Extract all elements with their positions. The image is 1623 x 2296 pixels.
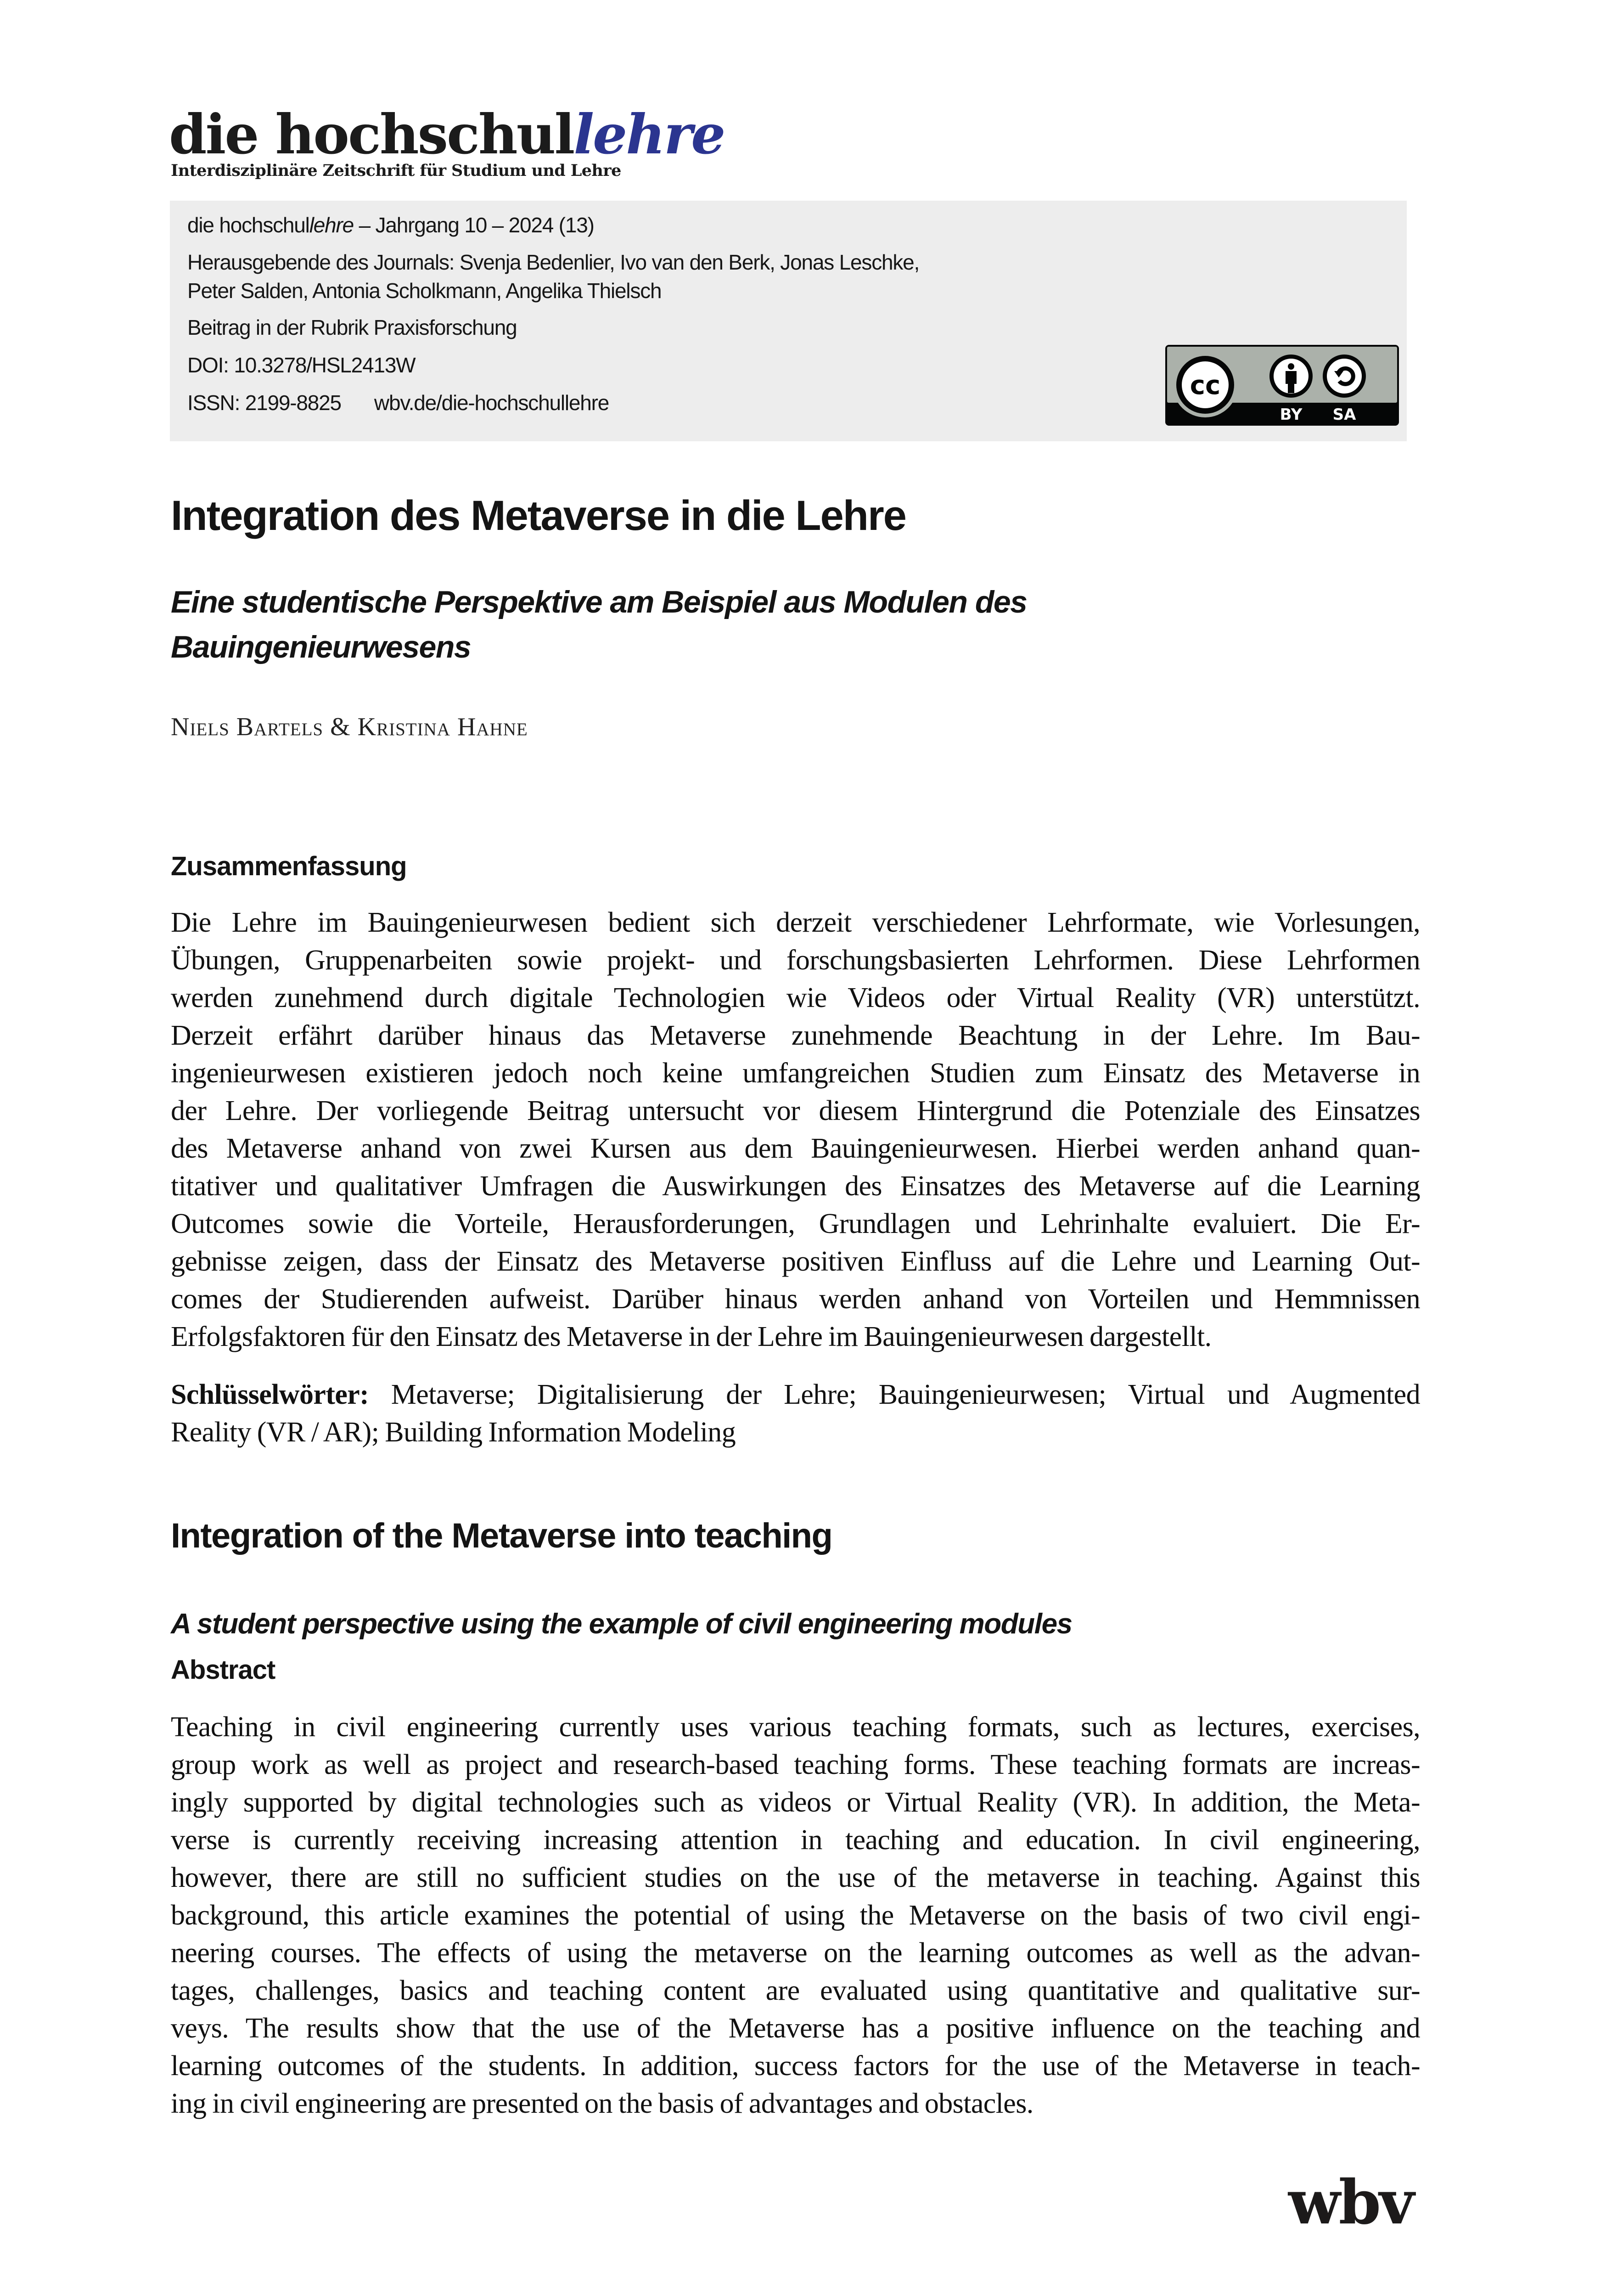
share-alike-icon — [1323, 355, 1366, 398]
text-line: tages, challenges, basics and teaching content are evaluated using quantitative and qualitative sur- — [171, 1975, 1420, 2006]
text-line: Übungen, Gruppenarbeiten sowie projekt- und forschungsbasierten Lehrformen. Diese Lehrformen — [171, 945, 1420, 976]
text-line: der Lehre. Der vorliegende Beitrag untersucht vor diesem Hintergrund die Potenziale des Einsatzes — [171, 1095, 1420, 1126]
text-line: neering courses. The effects of using the metaverse on the learning outcomes as well as the advan- — [171, 1937, 1420, 1969]
text-line: however, there are still no sufficient studies on the use of the metaverse in teaching. Against this — [171, 1862, 1420, 1893]
text-line: verse is currently receiving increasing attention in teaching and education. In civil engineering, — [171, 1824, 1420, 1856]
masthead-title-main: die hochschul — [169, 102, 574, 166]
zusammenfassung-text — [171, 904, 1420, 1356]
keywords-label: Schlüsselwörter: — [171, 1379, 369, 1410]
text-line: veys. The results show that the use of the Metaverse has a positive influence on the teaching and — [171, 2013, 1420, 2044]
abstract-text — [171, 1708, 1420, 2122]
authors: Niels Bartels & Kristina Hahne — [171, 713, 528, 741]
keywords-text-1: Metaverse; Digitalisierung der Lehre; Bauingenieurwesen; Virtual und Augmented — [369, 1379, 1420, 1410]
subtitle-de-line-1: Eine studentische Perspektive am Beispiel aus Modulen des — [171, 585, 1027, 619]
article-title-en: Integration of the Metaverse into teaching — [171, 1516, 832, 1555]
sa-label: SA — [1332, 405, 1356, 424]
cc-by-sa-icon[interactable] — [1165, 344, 1399, 426]
text-line: Outcomes sowie die Vorteile, Herausforderungen, Grundlagen und Lehrinhalte evaluiert. Die Er- — [171, 1208, 1420, 1239]
text-line: Teaching in civil engineering currently uses various teaching formats, such as lectures, exercises, — [171, 1711, 1420, 1743]
text-line: Erfolgsfaktoren für den Einsatz des Metaverse in der Lehre im Bauingenieurwesen dargestellt. — [171, 1321, 1212, 1352]
editors-line-2: Peter Salden, Antonia Scholkmann, Angelika Thielsch — [187, 279, 662, 303]
text-line: Die Lehre im Bauingenieurwesen bedient sich derzeit verschiedener Lehrformate, wie Vorlesungen, — [171, 907, 1420, 938]
rubric: Beitrag in der Rubrik Praxisforschung — [187, 315, 517, 339]
text-line: comes der Studierenden aufweist. Darüber hinaus werden anhand von Vorteilen und Hemmnissen — [171, 1283, 1420, 1315]
article-title-de: Integration des Metaverse in die Lehre — [171, 492, 906, 539]
text-line: werden zunehmend durch digitale Technologien wie Videos oder Virtual Reality (VR) unterstützt. — [171, 982, 1420, 1013]
text-line: ingly supported by digital technologies such as videos or Virtual Reality (VR). In addition, the Meta- — [171, 1787, 1420, 1818]
doi[interactable]: DOI: 10.3278/HSL2413W — [187, 353, 416, 377]
journal-info-box — [170, 201, 1407, 441]
editors-line-1: Herausgebende des Journals: Svenja Bedenlier, Ivo van den Berk, Jonas Leschke, — [187, 250, 920, 274]
masthead-title-accent: lehre — [573, 102, 724, 166]
issn-url-line — [187, 390, 609, 416]
journal-volume: – Jahrgang 10 – 2024 (13) — [354, 213, 594, 237]
by-label: BY — [1280, 405, 1303, 424]
text-line: group work as well as project and research-based teaching forms. These teaching formats are increas- — [171, 1749, 1420, 1780]
text-line: titativer und qualitativer Umfragen die Auswirkungen des Einsatzes des Metaverse auf die Learning — [171, 1171, 1420, 1202]
cc-text: cc — [1190, 371, 1221, 400]
text-line: gebnisse zeigen, dass der Einsatz des Metaverse positiven Einfluss auf die Lehre und Learning Out- — [171, 1246, 1420, 1277]
journal-name: die hochschul — [187, 213, 309, 237]
text-line: learning outcomes of the students. In addition, success factors for the use of the Metaverse in teach- — [171, 2050, 1420, 2082]
text-line: ing in civil engineering are presented on the basis of advantages and obstacles. — [171, 2088, 1033, 2119]
journal-volume-line — [187, 212, 594, 238]
keywords — [171, 1376, 1420, 1451]
attribution-icon — [1269, 355, 1313, 398]
journal-name-accent: lehre — [309, 213, 354, 237]
text-line: ingenieurwesen existieren jedoch noch keine umfangreichen Studien zum Einsatz des Metaverse in — [171, 1058, 1420, 1089]
article-subtitle-en: A student perspective using the example of civil engineering modules — [171, 1608, 1072, 1640]
issn: ISSN: 2199-8825 — [187, 391, 341, 415]
subtitle-de-line-2: Bauingenieurwesens — [171, 630, 471, 664]
text-line: des Metaverse anhand von zwei Kursen aus dem Bauingenieurwesen. Hierbei werden anhand quan- — [171, 1133, 1420, 1164]
keywords-line-2: Reality (VR / AR); Building Information Modeling — [171, 1417, 736, 1448]
article-subtitle-de — [171, 580, 1273, 670]
masthead-subtitle: Interdisziplinäre Zeitschrift für Studium und Lehre — [171, 161, 621, 180]
abstract-heading: Abstract — [171, 1655, 275, 1685]
journal-url[interactable]: wbv.de/die-hochschullehre — [374, 391, 609, 415]
wbv-publisher-logo: wbv — [1288, 2167, 1413, 2238]
journal-masthead-logo — [169, 102, 724, 166]
text-line: background, this article examines the potential of using the Metaverse on the basis of two civil engi- — [171, 1900, 1420, 1931]
keywords-line-1 — [171, 1376, 1420, 1413]
zusammenfassung-heading: Zusammenfassung — [171, 851, 407, 881]
text-line: Derzeit erfährt darüber hinaus das Metaverse zunehmende Beachtung in der Lehre. Im Bau- — [171, 1020, 1420, 1051]
